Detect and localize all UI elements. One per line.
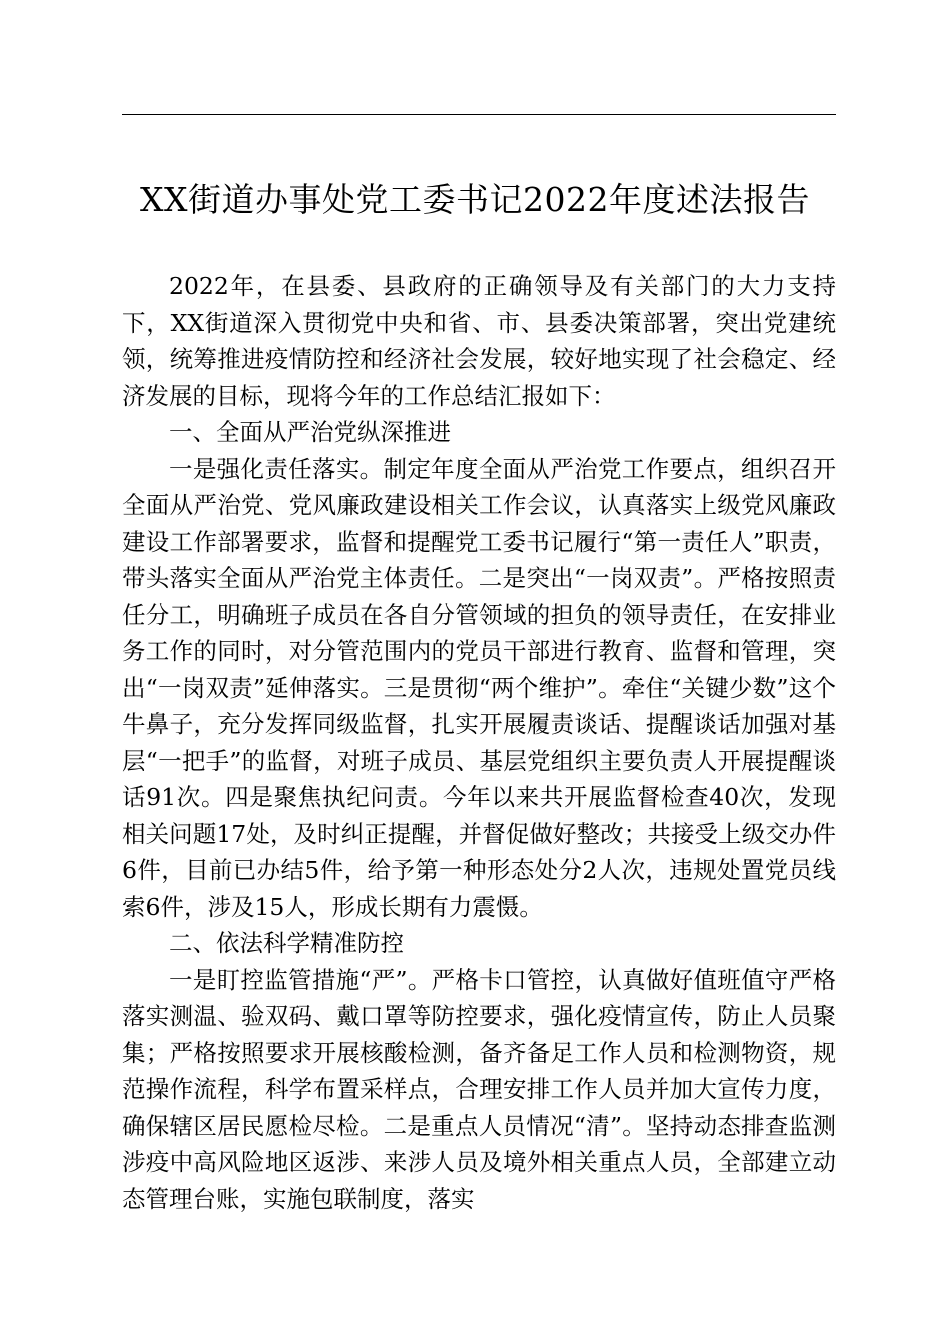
paragraph-intro: 2022年，在县委、县政府的正确领导及有关部门的大力支持下，XX街道深入贯彻党中央和省、市、县委决策部署，突出党建统领，统筹推进疫情防控和经济社会发展，较好地实现了社会稳定、经济发展的目标，现将今年的工作总结汇报如下： <box>122 272 836 410</box>
document-body <box>122 268 836 1217</box>
document-title: XX街道办事处党工委书记2022年度述法报告 <box>140 180 810 219</box>
section-heading-1: 一、全面从严治党纵深推进 <box>169 418 451 446</box>
paragraph-section-2: 一是盯控监管措施“严”。严格卡口管控，认真做好值班值守严格落实测温、验双码、戴口罩等防控要求，强化疫情宣传，防止人员聚集；严格按照要求开展核酸检测，备齐备足工作人员和检测物资，规范操作流程，科学布置采样点，合理安排工作人员并加大宣传力度，确保辖区居民愿检尽检。二是重点人员情况“清”。坚持动态排查监测涉疫中高风险地区返涉、来涉人员及境外相关重点人员，全部建立动态管理台账，实施包联制度，落实 <box>122 965 836 1213</box>
section-heading-2: 二、依法科学精准防控 <box>169 929 404 957</box>
header-rule <box>122 114 836 115</box>
paragraph-section-1: 一是强化责任落实。制定年度全面从严治党工作要点，组织召开全面从严治党、党风廉政建设相关工作会议，认真落实上级党风廉政建设工作部署要求，监督和提醒党工委书记履行“第一责任人”职责，带头落实全面从严治党主体责任。二是突出“一岗双责”。严格按照责任分工，明确班子成员在各自分管领域的担负的领导责任，在安排业务工作的同时，对分管范围内的党员干部进行教育、监督和管理，突出“一岗双责”延伸落实。三是贯彻“两个维护”。牵住“关键少数”这个牛鼻子，充分发挥同级监督，扎实开展履责谈话、提醒谈话加强对基层“一把手”的监督，对班子成员、基层党组织主要负责人开展提醒谈话91次。四是聚焦执纪问责。今年以来共开展监督检查40次，发现相关问题17处，及时纠正提醒，并督促做好整改；共接受上级交办件6件，目前已办结5件，给予第一种形态处分2人次，违规处置党员线索6件，涉及15人，形成长期有力震慑。 <box>122 454 836 921</box>
